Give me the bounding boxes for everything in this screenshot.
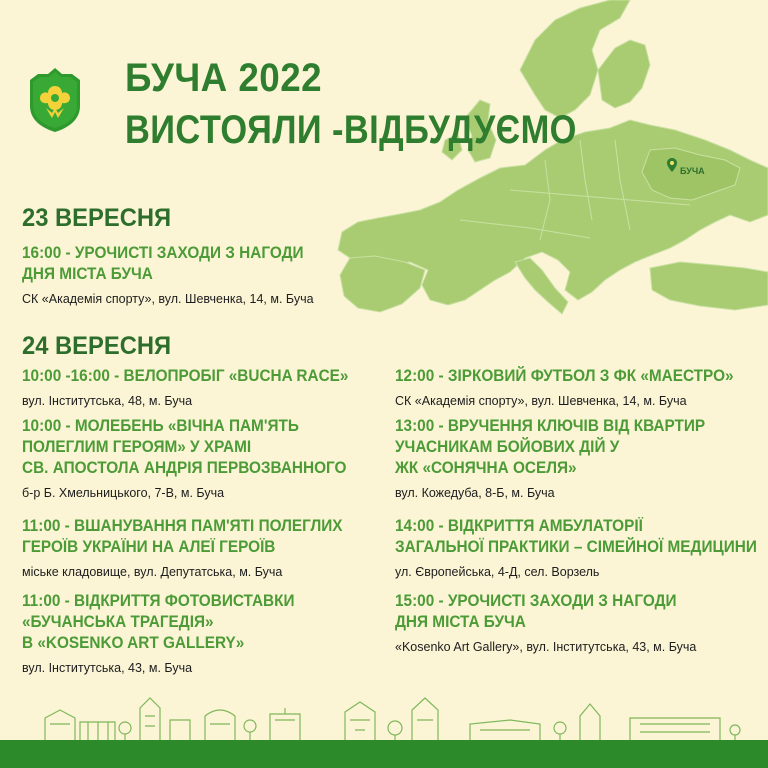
event-title: ПОЛЕГЛИМ ГЕРОЯМ» У ХРАМІ xyxy=(22,438,252,456)
event-title: 15:00 - УРОЧИСТІ ЗАХОДИ З НАГОДИ xyxy=(395,592,677,610)
event-title: 14:00 - ВІДКРИТТЯ АМБУЛАТОРІЇ xyxy=(395,517,643,535)
event-title: «БУЧАНСЬКА ТРАГЕДІЯ» xyxy=(22,613,214,631)
event-item xyxy=(395,366,759,409)
event-title: УЧАСНИКАМ БОЙОВИХ ДІЙ У xyxy=(395,438,620,456)
event-title: 10:00 -16:00 - ВЕЛОПРОБІГ «BUCHA RACE» xyxy=(22,367,349,385)
event-location: ул. Європейська, 4-Д, сел. Ворзель xyxy=(395,565,600,579)
page-subtitle: ВИСТОЯЛИ -ВІДБУДУЄМО xyxy=(125,108,577,152)
event-item xyxy=(22,243,325,307)
event-item xyxy=(22,591,315,676)
event-location: «Kosenko Art Gallery», вул. Інститутська, 43, м. Буча xyxy=(395,640,697,654)
event-title: В «KOSENKO ART GALLERY» xyxy=(22,634,245,652)
event-title: 16:00 - УРОЧИСТІ ЗАХОДИ З НАГОДИ xyxy=(22,244,304,262)
event-title: ГЕРОЇВ УКРАЇНИ НА АЛЕЇ ГЕРОЇВ xyxy=(22,538,276,556)
event-location: міське кладовище, вул. Депутатська, м. Буча xyxy=(22,565,283,579)
event-title: ЗАГАЛЬНОЇ ПРАКТИКИ – СІМЕЙНОЇ МЕДИЦИНИ xyxy=(395,538,757,556)
europe-map xyxy=(330,0,768,330)
event-title: 12:00 - ЗІРКОВИЙ ФУТБОЛ З ФК «МАЕСТРО» xyxy=(395,367,734,385)
event-location: СК «Академія спорту», вул. Шевченка, 14, м. Буча xyxy=(22,292,314,306)
footer-bar xyxy=(0,740,768,768)
event-title: ДНЯ МІСТА БУЧА xyxy=(395,613,526,631)
event-title: 13:00 - ВРУЧЕННЯ КЛЮЧІВ ВІД КВАРТИР xyxy=(395,417,706,435)
event-location: вул. Інститутська, 43, м. Буча xyxy=(22,661,193,675)
city-logo-icon xyxy=(28,68,82,132)
date-heading-day2: 24 ВЕРЕСНЯ xyxy=(22,332,172,360)
event-title: 11:00 - ВШАНУВАННЯ ПАМ'ЯТІ ПОЛЕГЛИХ xyxy=(22,517,343,535)
event-title: 11:00 - ВІДКРИТТЯ ФОТОВИСТАВКИ xyxy=(22,592,295,610)
map-marker-label: БУЧА xyxy=(680,166,705,176)
city-skyline-illustration xyxy=(0,690,768,740)
event-title: ДНЯ МІСТА БУЧА xyxy=(22,265,153,283)
event-item xyxy=(395,516,768,580)
event-location: вул. Інститутська, 48, м. Буча xyxy=(22,394,193,408)
page-title: БУЧА 2022 xyxy=(125,56,323,100)
event-title: ЖК «СОНЯЧНА ОСЕЛЯ» xyxy=(395,459,577,477)
date-heading-day1: 23 ВЕРЕСНЯ xyxy=(22,204,172,232)
event-location: вул. Кожедуба, 8-Б, м. Буча xyxy=(395,486,555,500)
event-title: СВ. АПОСТОЛА АНДРІЯ ПЕРВОЗВАННОГО xyxy=(22,459,347,477)
event-item xyxy=(22,416,371,501)
event-item xyxy=(395,591,698,655)
event-title: 10:00 - МОЛЕБЕНЬ «ВІЧНА ПАМ'ЯТЬ xyxy=(22,417,299,435)
event-item xyxy=(22,366,373,409)
event-location: СК «Академія спорту», вул. Шевченка, 14, м. Буча xyxy=(395,394,687,408)
event-location: б-р Б. Хмельницького, 7-В, м. Буча xyxy=(22,486,225,500)
event-item xyxy=(22,516,367,580)
event-item xyxy=(395,416,728,501)
location-pin-icon xyxy=(667,158,677,172)
